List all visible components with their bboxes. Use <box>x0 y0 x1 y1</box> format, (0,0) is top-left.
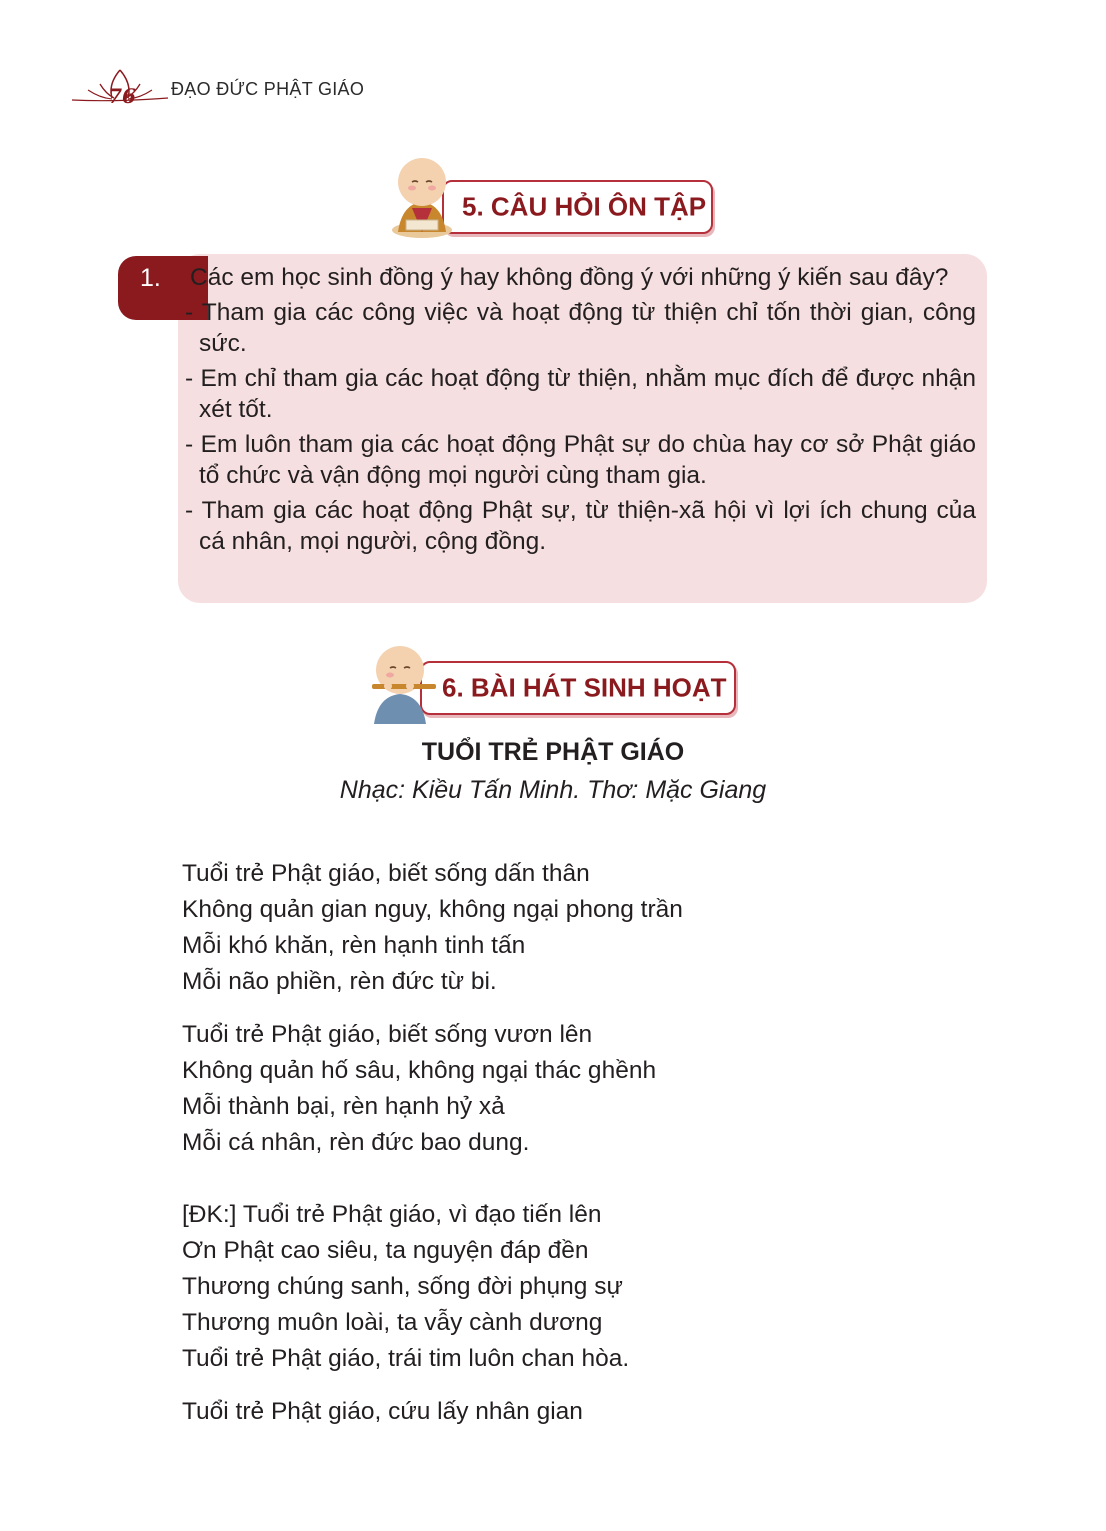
question-number: 1. <box>118 256 208 320</box>
lyric-line: Mỗi não phiền, rèn đức từ bi. <box>182 968 497 995</box>
page-header <box>70 62 390 112</box>
section-6-banner <box>420 661 736 715</box>
lyric-line: Mỗi thành bại, rèn hạnh hỷ xả <box>182 1093 505 1120</box>
question-item: - Em chỉ tham gia các hoạt động từ thiện, nhằm mục đích để được nhận xét tốt. <box>185 365 976 423</box>
lyric-line: Thương chúng sanh, sống đời phụng sự <box>182 1273 623 1300</box>
lyric-line: Tuổi trẻ Phật giáo, biết sống dấn thân <box>182 860 590 887</box>
question-item: - Em luôn tham gia các hoạt động Phật sự do chùa hay cơ sở Phật giáo tổ chức và vận động mọi người cùng tham gia. <box>185 431 976 489</box>
lyric-line: Không quản hố sâu, không ngại thác ghềnh <box>182 1057 657 1084</box>
lyric-line: Tuổi trẻ Phật giáo, biết sống vươn lên <box>182 1021 593 1048</box>
monk-reading-icon <box>388 152 456 240</box>
lyric-line: Không quản gian nguy, không ngại phong trần <box>182 896 683 923</box>
lyric-line: Mỗi cá nhân, rèn đức bao dung. <box>182 1129 530 1156</box>
lyric-line: Mỗi khó khăn, rèn hạnh tinh tấn <box>182 932 526 959</box>
lyric-line: Tuổi trẻ Phật giáo, trái tim luôn chan hòa. <box>182 1345 630 1372</box>
question-text <box>185 262 976 561</box>
song-title: TUỔI TRẺ PHẬT GIÁO <box>421 738 685 766</box>
section-5-banner <box>442 180 713 234</box>
lyric-line: Ơn Phật cao siêu, ta nguyện đáp đền <box>182 1237 589 1264</box>
question-item: - Tham gia các công việc và hoạt động từ thiện chỉ tốn thời gian, công sức. <box>185 299 976 357</box>
lyric-line: Thương muôn loài, ta vẫy cành dương <box>182 1309 603 1336</box>
question-item: - Tham gia các hoạt động Phật sự, từ thiện-xã hội vì lợi ích chung của cá nhân, mọi người, cộng đồng. <box>185 497 976 555</box>
song-credit: Nhạc: Kiều Tấn Minh. Thơ: Mặc Giang <box>339 776 767 804</box>
section-6-title: 6. BÀI HÁT SINH HOẠT <box>442 672 727 703</box>
question-intro: Các em học sinh đồng ý hay không đồng ý với những ý kiến sau đây? <box>190 264 949 291</box>
page-number: 76 <box>108 84 136 108</box>
lyric-line: [ĐK:] Tuổi trẻ Phật giáo, vì đạo tiến lên <box>182 1201 602 1228</box>
lyric-line: Tuổi trẻ Phật giáo, cứu lấy nhân gian <box>182 1398 583 1425</box>
monk-flute-icon <box>366 640 438 728</box>
book-title: ĐẠO ĐỨC PHẬT GIÁO <box>171 79 365 99</box>
section-5-title: 5. CÂU HỎI ÔN TẬP <box>462 191 707 222</box>
